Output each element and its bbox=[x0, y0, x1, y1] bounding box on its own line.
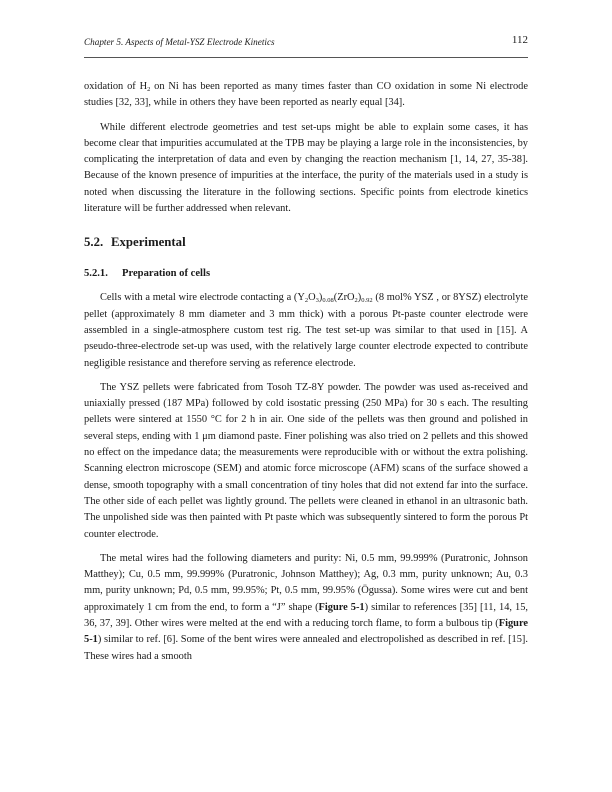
running-header bbox=[84, 34, 528, 54]
figure-reference[interactable]: Figure 5-1 bbox=[318, 601, 365, 613]
paragraph-continued: oxidation of $H_2$ on Ni has been reported as many times faster than CO oxidation in some Ni electrode studies [32, 33], while in others they have been reported as nearly equal [34]. bbox=[84, 81, 528, 109]
paragraph-wires: The metal wires had the following diameters and purity: Ni, 0.5 mm, 99.999% (Puratronic, Johnson Matthey); Cu, 0.5 mm, 99.999% (Puratronic, Johnson Matthey); Ag, 0.3 mm, purity unknown; Au, 0.3 mm, purity unknown; Pd, 0.5 mm, 99.95%; Pt, 0.5 mm, 99.95% (Ögussa). Some wires were cut and bent approximately 1 cm from the end, to form a “J” shape (Figure 5-1) similar to references [35] [11, 14, 15, 36, 37, 39]. Other wires were melted at the end with a reducing torch flame, to form a bulbous tip (Figure 5-1) similar to ref. [6]. Some of the bent wires were annealed and electropolished as described in ref. [15]. These wires had a smooth bbox=[84, 552, 528, 662]
header-divider bbox=[84, 57, 528, 58]
subsection-number: 5.2.1. bbox=[84, 268, 108, 280]
section-heading bbox=[84, 232, 528, 252]
subsection-heading bbox=[84, 266, 528, 282]
chapter-title: Chapter 5. Aspects of Metal-YSZ Electrode Kinetics bbox=[84, 37, 275, 47]
page-body bbox=[84, 79, 528, 665]
paragraph-cells: Cells with a metal wire electrode contacting a $(Y_2O_3)_{0.08}(ZrO_2)_{0.92}$ (8 mol% YSZ , or 8YSZ) electrolyte pellet (approximately 8 mm diameter and 3 mm thick) with a porous Pt-paste counter electrode were assembled in a single-atmosphere custom test rig. The test set-up was similar to that used in [15]. A pseudo-three-electrode set-up was used, with the relatively large counter electrode expected to contribute negligible resistance and therefore serving as reference electrode. bbox=[84, 292, 528, 369]
subsection-title: Preparation of cells bbox=[122, 268, 211, 280]
figure-reference[interactable]: Figure 5-1 bbox=[84, 618, 528, 646]
section-title: Experimental bbox=[111, 235, 186, 250]
page-number: 112 bbox=[511, 34, 528, 46]
section-number: 5.2. bbox=[84, 235, 104, 250]
paragraph-pellets: The YSZ pellets were fabricated from Tosoh TZ-8Y powder. The powder was used as-received and uniaxially pressed (187 MPa) followed by cold isostatic pressing (250 MPa) for 30 s each. The resulting pellets were sintered at 1550 °C for 2 h in air. One side of the pellets was then ground and polished in several steps, ending with 1 μm diamond paste. Finer polishing was also tried on 2 pellets and this showed no effect on the impedance data; the measurements were reproducible with or without the extra polishing. Scanning electron microscope (SEM) and atomic force microscope (AFM) scans of the surface showed a dense, smooth topography with a small concentration of tiny holes that did not extend far into the surface. The other side of each pellet was lightly ground. The pellets were cleaned in ethanol in an ultrasonic bath. The unpolished side was then painted with Pt paste which was subsequently sintered to form the porous Pt counter electrode. bbox=[84, 381, 528, 540]
paragraph-impurities: While different electrode geometries and test set-ups might be able to explain some cases, it has become clear that impurities accumulated at the TPB may be playing a large role in the inconsistencies, by complicating the interpretation of data and even by changing the reaction mechanism [1, 14, 27, 35-38]. Because of the known presence of impurities at the interface, the purity of the materials used in a study is noted when discussing the literature in the following sections. Specific points from electrode kinetics literature will be further addressed when relevant. bbox=[84, 121, 528, 215]
